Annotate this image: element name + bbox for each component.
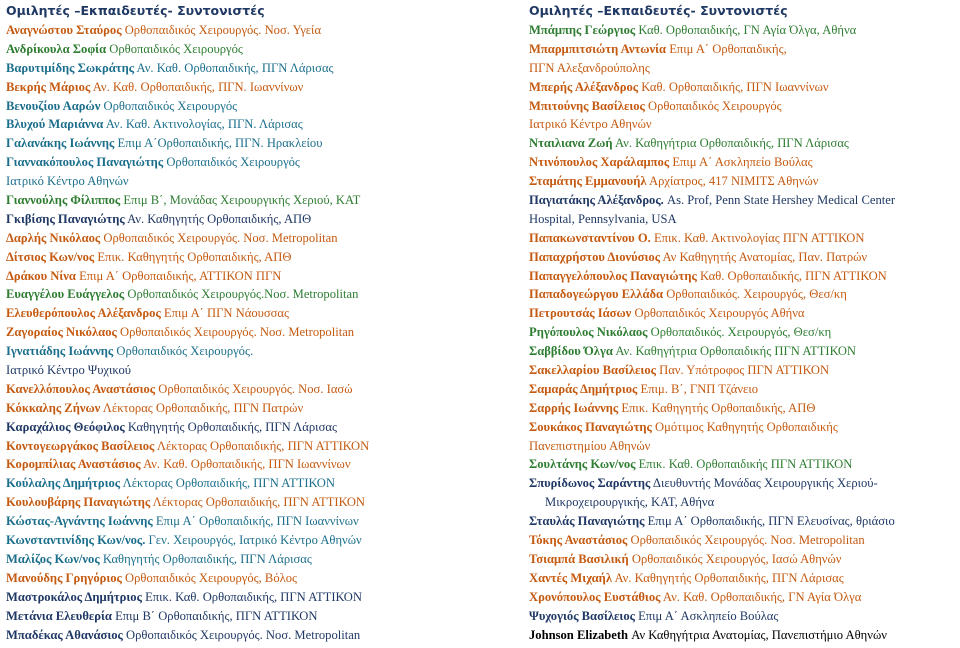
speaker-affiliation: Ορθοπαιδικός Χειρουργός Αθήνα — [634, 306, 805, 321]
speaker-affiliation: Επικ. Καθηγητής Ορθοπαιδικής, ΑΠΘ — [621, 400, 816, 415]
speaker-name: Νταιλιανα Ζωή — [529, 136, 613, 151]
speaker-row — [529, 493, 957, 512]
speaker-name: Βενουζίου Ααρών — [6, 98, 101, 113]
speaker-affiliation: Ορθοπαιδικός. Χειρουργός, Θεσ/κη — [650, 325, 832, 340]
speaker-row — [6, 153, 476, 172]
speaker-affiliation: Επιμ Α΄ Ασκληπείο Βούλας — [638, 608, 779, 623]
speaker-affiliation: Επιμ Α΄ Ορθοπαιδικής, ΑΤΤΙΚΟΝ ΠΓΝ — [79, 268, 282, 283]
speaker-row — [529, 626, 957, 645]
speaker-name: Ελευθερόπουλος Αλέξανδρος — [6, 306, 161, 321]
speaker-row — [6, 59, 476, 78]
speaker-row — [6, 588, 476, 607]
speaker-affiliation: Επιμ Α΄ Ορθοπαιδικής, ΠΓΝ Ελευσίνας, θριάσιο — [647, 514, 895, 529]
speaker-affiliation: Επιμ Α΄ Ορθοπαιδικής, ΠΓΝ Ιωαννίνων — [155, 514, 359, 529]
speaker-affiliation: Ορθοπαιδικός Χειρουργός — [166, 155, 300, 170]
speaker-row — [6, 626, 476, 645]
speaker-name: Κωνσταντινίδης Κων/νος. — [6, 533, 146, 548]
speaker-name: Κορομπίλιας Αναστάσιος — [6, 457, 141, 472]
speaker-row — [6, 493, 476, 512]
speaker-affiliation: Λέκτορας Ορθοπαιδικής, ΠΓΝ Πατρών — [102, 400, 304, 415]
speaker-row — [529, 399, 957, 418]
speaker-affiliation: Ορθοπαιδικός Χειρουργός. Νοσ. Metropolitan — [126, 627, 361, 642]
speaker-affiliation: Λέκτορας Ορθοπαιδικής, ΠΓΝ ΑΤΤΙΚΟΝ — [152, 495, 366, 510]
speaker-row — [529, 531, 957, 550]
speaker-row — [529, 512, 957, 531]
speaker-row — [6, 40, 476, 59]
speaker-row — [529, 380, 957, 399]
speaker-name: Σαμαράς Δημήτριος — [529, 381, 638, 396]
speaker-affiliation: Ιατρικό Κέντρο Αθηνών — [6, 174, 129, 189]
speaker-name: Δίτσιος Κων/νος — [6, 249, 95, 264]
speaker-name: Δαρλής Νικόλαος — [6, 230, 101, 245]
speaker-name: Ψυχογιός Βασίλειος — [529, 608, 635, 623]
speaker-row — [529, 97, 957, 116]
speaker-affiliation: Καθ. Ορθοπαιδικής, ΠΓΝ Ιωαννίνων — [641, 79, 829, 94]
speaker-row — [529, 59, 957, 78]
speaker-affiliation: Ορθοπαιδικός Χειρουργός. Νοσ. Metropolitan — [630, 533, 865, 548]
speaker-row — [6, 78, 476, 97]
speaker-name: Σταυλάς Παναγιώτης — [529, 514, 645, 529]
speaker-row — [529, 342, 957, 361]
right-column — [529, 0, 957, 644]
speaker-name: Κόκκαλης Ζήνων — [6, 400, 101, 415]
speaker-affiliation: Διευθυντής Μονάδας Χειρουργικής Χεριού- — [652, 476, 878, 491]
speaker-name: Σακελλαρίου Βασίλειος — [529, 363, 656, 378]
speaker-affiliation: Αν. Καθ. Ορθοπαιδικής, ΠΓΝ. Ιωαννίνων — [92, 79, 304, 94]
speaker-affiliation: Καθηγητής Ορθοπαιδικής, ΠΓΝ Λάρισας — [102, 551, 312, 566]
speaker-affiliation: Επικ. Καθ. Ορθοπαιδικής ΠΓΝ ΑΤΤΙΚΟΝ — [638, 457, 853, 472]
speaker-affiliation: Επιμ Α΄ Ορθοπαιδικής, — [669, 41, 787, 56]
speaker-row — [529, 21, 957, 40]
speaker-row — [6, 191, 476, 210]
speaker-affiliation: Ορθοπαιδικός Χειρουργός, Ιασώ Αθηνών — [631, 551, 842, 566]
speaker-row — [6, 455, 476, 474]
speaker-name: Δράκου Νίνα — [6, 268, 76, 283]
speaker-name: Μπαδέκας Αθανάσιος — [6, 627, 123, 642]
speaker-name: Βαρυτιμίδης Σωκράτης — [6, 60, 135, 75]
speaker-row — [6, 512, 476, 531]
speaker-affiliation: Αν. Καθ. Ορθοπαιδικής, ΠΓΝ Ιωαννίνων — [143, 457, 351, 472]
speaker-affiliation: Αν. Καθ. Ακτινολογίας, ΠΓΝ. Λάρισας — [105, 117, 303, 132]
speaker-affiliation: Ορθοπαιδικός Χειρουργός. — [116, 344, 254, 359]
speaker-row — [529, 285, 957, 304]
speaker-affiliation: Ιατρικό Κέντρο Αθηνών — [529, 117, 652, 132]
speaker-row — [529, 229, 957, 248]
speaker-row — [6, 607, 476, 626]
speaker-affiliation: Επικ. Καθ. Ακτινολογίας ΠΓΝ ΑΤΤΙΚΟΝ — [653, 230, 865, 245]
speaker-row — [529, 607, 957, 626]
speaker-row — [6, 380, 476, 399]
speaker-affiliation: Ορθοπαιδικός Χειρουργός.Νοσ. Metropolitan — [127, 287, 359, 302]
speaker-row — [6, 399, 476, 418]
speaker-name: Μπάμπης Γεώργιος — [529, 23, 636, 37]
speaker-name: Πετρουτσάς Ιάσων — [529, 306, 632, 321]
speaker-row — [529, 304, 957, 323]
speaker-name: Σταμάτης Εμμανουήλ — [529, 174, 647, 189]
speaker-row — [529, 550, 957, 569]
speaker-row — [6, 474, 476, 493]
speaker-affiliation: Ιατρικό Κέντρο Ψυχικού — [6, 363, 132, 378]
speaker-name: Κούλαλης Δημήτριος — [6, 476, 121, 491]
speaker-affiliation: Ορθοπαιδικός Χειρουργός, Βόλος — [125, 570, 298, 585]
speaker-row — [6, 97, 476, 116]
speaker-row — [529, 569, 957, 588]
speaker-affiliation: Καθ. Ορθοπαιδικής, ΠΓΝ ΑΤΤΙΚΟΝ — [699, 268, 887, 283]
left-speaker-list — [6, 21, 476, 644]
speaker-name: Ντινόπουλος Χαράλαμπος — [529, 155, 670, 170]
speaker-affiliation: Ορθοπαιδικός Χειρουργός — [109, 41, 243, 56]
speaker-name: Γαλανάκης Ιωάννης — [6, 136, 115, 151]
speaker-row — [529, 153, 957, 172]
speaker-name: Γιαννακόπουλος Παναγιώτης — [6, 155, 164, 170]
speaker-affiliation: Λέκτορας Ορθοπαιδικής, ΠΓΝ ΑΤΤΙΚΟΝ — [122, 476, 335, 491]
speaker-name: Χαντές Μιχαήλ — [529, 570, 613, 585]
speaker-name: Καραχάλιος Θεόφιλος — [6, 419, 125, 434]
speaker-affiliation: Αν Καθηγητής Ανατομίας, Παν. Πατρών — [662, 249, 868, 264]
speaker-affiliation: Καθ. Ορθοπαιδικής, ΓΝ Αγία Όλγα, Αθήνα — [638, 23, 857, 37]
speaker-affiliation: Παν. Υπότροφος ΠΓΝ ΑΤΤΙΚΟΝ — [659, 363, 830, 378]
speaker-affiliation: Ορθοπαιδικός Χειρουργός. Νοσ. Ιασώ — [158, 381, 353, 396]
speaker-name: Ανδρίκουλα Σοφία — [6, 41, 107, 56]
speaker-row — [529, 588, 957, 607]
speaker-affiliation: Επιμ Β΄, Μονάδας Χειρουργικής Χεριού, ΚΑΤ — [123, 193, 361, 208]
speaker-affiliation: Γεν. Χειρουργός, Ιατρικό Κέντρο Αθηνών — [148, 533, 362, 548]
speaker-row — [529, 437, 957, 456]
speaker-row — [6, 418, 476, 437]
speaker-affiliation: Αν. Καθηγητής Ορθοπαιδικής, ΠΓΝ Λάρισας — [614, 570, 844, 585]
speaker-name: Μπιτούνης Βασίλειος — [529, 98, 645, 113]
speaker-affiliation: As. Prof, Penn State Hershey Medical Center — [666, 193, 896, 208]
speaker-affiliation: Επιμ Α΄Ορθοπαιδικής, ΠΓΝ. Ηρακλείου — [117, 136, 323, 151]
speaker-name: Μετάνια Ελευθερία — [6, 608, 112, 623]
speaker-name: Κώστας-Αγνάντης Ιωάννης — [6, 514, 153, 529]
speaker-row — [529, 267, 957, 286]
speaker-affiliation: Ορθοπαιδικός Χειρουργός — [103, 98, 238, 113]
speaker-name: Βλυχού Μαριάννα — [6, 117, 104, 132]
speaker-name: Τόκης Αναστάσιος — [529, 533, 628, 548]
speaker-row — [6, 134, 476, 153]
speaker-affiliation: Επιμ Β΄ Ορθοπαιδικής, ΠΓΝ ΑΤΤΙΚΟΝ — [115, 608, 318, 623]
speaker-affiliation: Αν. Καθ. Ορθοπαιδικής, ΓΝ Αγία Όλγα — [662, 589, 862, 604]
speaker-row — [529, 323, 957, 342]
speaker-affiliation: Επιμ Α΄ Ασκληπείο Βούλας — [672, 155, 813, 170]
speaker-name: Παγιατάκης Αλέξανδρος. — [529, 193, 664, 208]
speaker-row — [6, 550, 476, 569]
speaker-name: Παπακωνσταντίνου Ο. — [529, 230, 651, 245]
speaker-name: Μπερής Αλέξανδρος — [529, 79, 639, 94]
speaker-row — [529, 191, 957, 210]
speaker-name: Johnson Elizabeth — [529, 627, 629, 642]
speaker-row — [6, 248, 476, 267]
speaker-row — [529, 78, 957, 97]
speaker-row — [6, 172, 476, 191]
speaker-affiliation: Αρχίατρος, 417 ΝΙΜΙΤΣ Αθηνών — [649, 174, 819, 189]
speaker-affiliation: Επικ. Καθ. Ορθοπαιδικής, ΠΓΝ ΑΤΤΙΚΟΝ — [145, 589, 362, 604]
speaker-name: Χρονόπουλος Ευστάθιος — [529, 589, 661, 604]
speaker-affiliation: Λέκτορας Ορθοπαιδικής, ΠΓΝ ΑΤΤΙΚΟΝ — [156, 438, 370, 453]
speaker-affiliation: Αν. Καθ. Ορθοπαιδικής, ΠΓΝ Λάρισας — [136, 60, 334, 75]
speaker-affiliation: Επιμ. Β΄, ΓΝΠ Τζάνειο — [640, 381, 759, 396]
speaker-row — [6, 229, 476, 248]
speaker-row — [6, 531, 476, 550]
speaker-name: Σαββίδου Όλγα — [529, 344, 613, 359]
speaker-affiliation: Αν. Καθηγήτρια Ορθοπαιδικής, ΠΓΝ Λάρισας — [614, 136, 849, 151]
speaker-name: Παπαγγελόπουλος Παναγιώτης — [529, 268, 697, 283]
speaker-name: Τσιαμπά Βασιλική — [529, 551, 629, 566]
right-heading: Ομιλητές –Εκπαιδευτές- Συντονιστές — [529, 3, 788, 18]
speaker-row — [6, 342, 476, 361]
speaker-affiliation: Ορθοπαιδικός Χειρουργός. Νοσ. Metropolitan — [103, 230, 338, 245]
speaker-row — [6, 569, 476, 588]
speaker-name: Αναγνώστου Σταύρος — [6, 23, 122, 37]
speaker-name: Σουκάκος Παναγιώτης — [529, 419, 652, 434]
speaker-name: Παπαχρήστου Διονύσιος — [529, 249, 661, 264]
speaker-row — [6, 267, 476, 286]
speaker-name: Ρηγόπουλος Νικόλαος — [529, 325, 648, 340]
speaker-affiliation: Καθηγητής Ορθοπαιδικής, ΠΓΝ Λάρισας — [127, 419, 337, 434]
speaker-affiliation: Hospital, Pennsylvania, USA — [529, 211, 677, 226]
speaker-affiliation: Ορθοπαιδικός Χειρουργός — [648, 98, 782, 113]
speaker-affiliation: Ορθοπαιδικός. Χειρουργός, Θεσ/κη — [666, 287, 847, 302]
speaker-row — [529, 361, 957, 380]
speaker-affiliation: Αν. Καθηγήτρια Ορθοπαιδικής ΠΓΝ ΑΤΤΙΚΟΝ — [615, 344, 857, 359]
speaker-row — [529, 418, 957, 437]
speaker-row — [6, 304, 476, 323]
speaker-name: Κουλουβάρης Παναγιώτης — [6, 495, 151, 510]
speaker-name: Σαρρής Ιωάννης — [529, 400, 619, 415]
speaker-row — [529, 172, 957, 191]
speaker-name: Ιγνατιάδης Ιωάννης — [6, 344, 114, 359]
speaker-name: Μπαρμπιτσιώτη Αντωνία — [529, 41, 667, 56]
speaker-row — [6, 115, 476, 134]
speaker-affiliation: ΠΓΝ Αλεξανδρούπολης — [529, 60, 650, 75]
speaker-name: Βεκρής Μάριος — [6, 79, 91, 94]
right-speaker-list — [529, 21, 957, 644]
speaker-name: Μανούδης Γρηγόριος — [6, 570, 122, 585]
speaker-name: Κοντογεωργάκος Βασίλειος — [6, 438, 155, 453]
speaker-name: Παπαδογεώργου Ελλάδα — [529, 287, 664, 302]
speaker-row — [529, 134, 957, 153]
speaker-row — [6, 21, 476, 40]
speaker-row — [6, 210, 476, 229]
speaker-affiliation: Επικ. Καθηγητής Ορθοπαιδικής, ΑΠΘ — [97, 249, 292, 264]
left-heading: Ομιλητές –Εκπαιδευτές- Συντονιστές — [6, 3, 265, 18]
speaker-affiliation: Ορθοπαιδικός Χειρουργός. Νοσ. Metropolitan — [119, 325, 355, 340]
speaker-name: Ευαγγέλου Ευάγγελος — [6, 287, 125, 302]
speaker-affiliation: Αν. Καθηγητής Ορθοπαιδικής, ΑΠΘ — [127, 211, 312, 226]
speaker-name: Ζαγοραίος Νικόλαος — [6, 325, 117, 340]
left-column — [6, 0, 476, 644]
speaker-row — [529, 40, 957, 59]
speaker-affiliation: Μικροχειρουργικής, ΚΑΤ, Αθήνα — [545, 495, 715, 510]
speaker-name: Γιαννούλης Φίλιππος — [6, 193, 121, 208]
speaker-affiliation: Ορθοπαιδικός Χειρουργός. Νοσ. Υγεία — [124, 23, 322, 37]
speaker-affiliation: Αν Καθηγήτρια Ανατομίας, Πανεπιστήμιο Αθηνών — [631, 627, 887, 642]
speaker-row — [6, 285, 476, 304]
speaker-row — [529, 455, 957, 474]
speaker-row — [529, 248, 957, 267]
speaker-row — [529, 474, 957, 493]
speaker-name: Μαστροκάλος Δημήτριος — [6, 589, 142, 604]
speaker-name: Μαλίζος Κων/νος — [6, 551, 100, 566]
speaker-row — [6, 323, 476, 342]
speaker-name: Γκιβίσης Παναγιώτης — [6, 211, 125, 226]
speaker-name: Σουλτάνης Κων/νος — [529, 457, 636, 472]
speaker-name: Κανελλόπουλος Αναστάσιος — [6, 381, 156, 396]
speaker-name: Σπυρίδωνος Σαράντης — [529, 476, 651, 491]
speaker-row — [6, 361, 476, 380]
speaker-affiliation: Ομότιμος Καθηγητής Ορθοπαιδικής — [655, 419, 838, 434]
speaker-row — [529, 210, 957, 229]
speaker-row — [529, 115, 957, 134]
speaker-row — [6, 437, 476, 456]
speaker-affiliation: Πανεπιστημίου Αθηνών — [529, 438, 651, 453]
speaker-affiliation: Επιμ Α΄ ΠΓΝ Νάουσσας — [163, 306, 290, 321]
